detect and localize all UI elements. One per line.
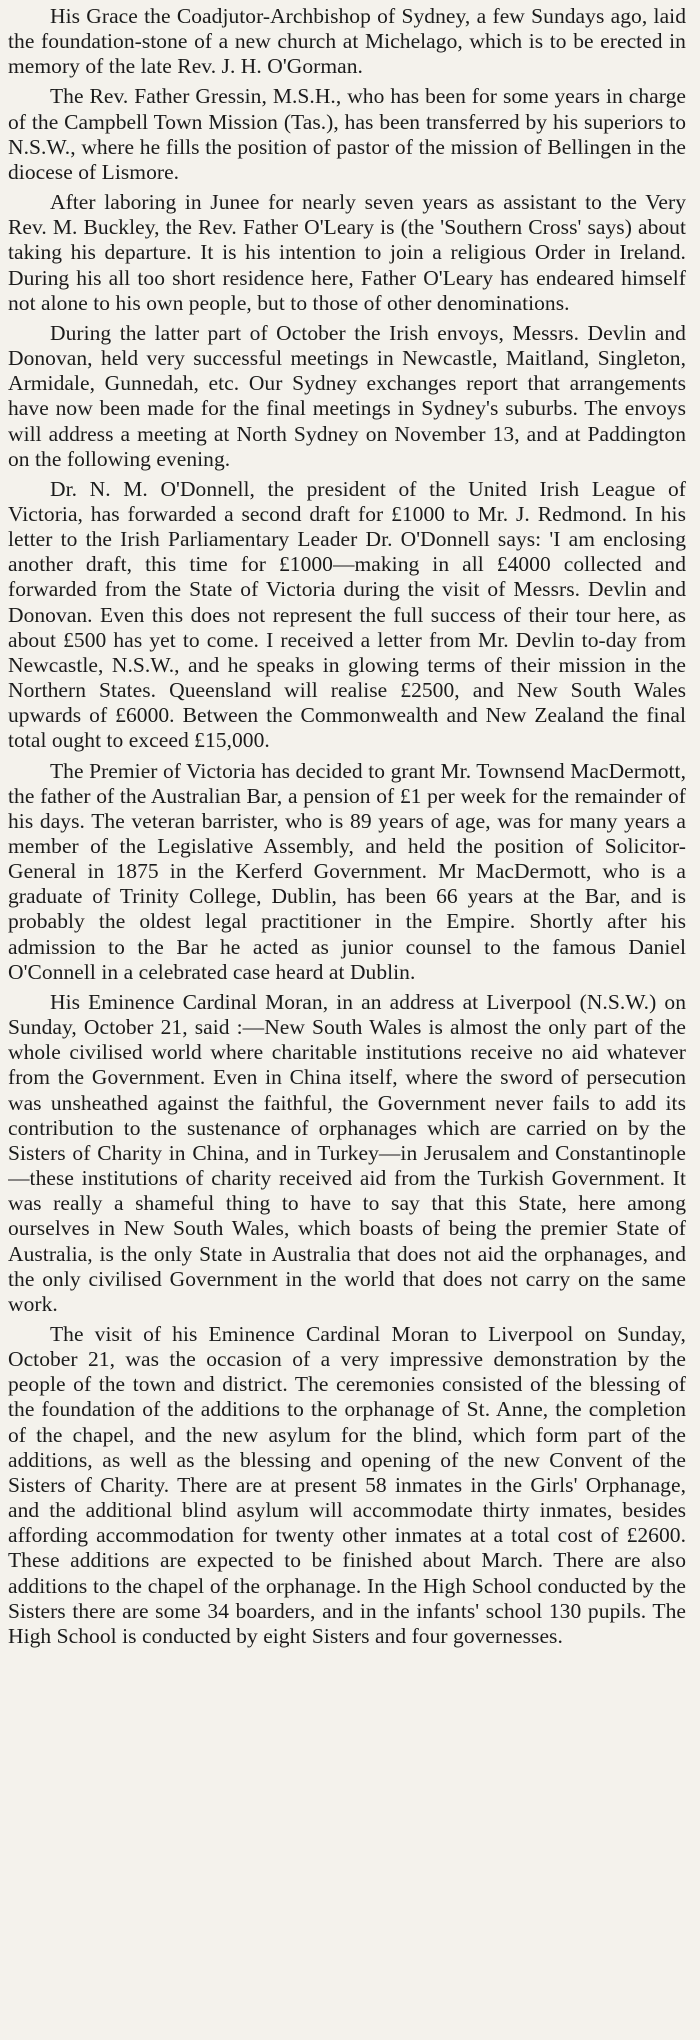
paragraph-irish-envoys: During the latter part of October the Irish envoys, Messrs. Devlin and Donovan, held very successful meetings in Newcastle, Maitland, Singleton, Armidale, Gunnedah, etc. Our Sydney exchanges report that arrangements have now been made for the final meetings in Sydney's suburbs. The envoys will address a meeting at North Sydney on November 13, and at Paddington on the following evening. (8, 320, 686, 471)
article-column (8, 4, 686, 2034)
paragraph-liverpool-visit: The visit of his Eminence Cardinal Moran to Liverpool on Sunday, October 21, was the occasion of a very impressive demonstration by the people of the town and district. The ceremonies consisted of the blessing of the foundation of the additions to the orphanage of St. Anne, the completion of the chapel, and the new asylum for the blind, which form part of the additions, as well as the blessing and opening of the new Convent of the Sisters of Charity. There are at present 58 inmates in the Girls' Orphanage, and the additional blind asylum will accommodate thirty inmates, besides affording accommodation for twenty other inmates at a total cost of £2600. These additions are expected to be finished about March. There are also additions to the chapel of the orphanage. In the High School conducted by the Sisters there are some 34 boarders, and in the infants' school 130 pupils. The High School is conducted by eight Sisters and four governesses. (8, 1321, 686, 1648)
paragraph-odonnell-draft: Dr. N. M. O'Donnell, the president of the United Irish League of Victoria, has forwarded a second draft for £1000 to Mr. J. Redmond. In his letter to the Irish Parliamentary Leader Dr. O'Donnell says: 'I am enclosing another draft, this time for £1000—making in all £4000 collected and forwarded from the State of Victoria during the visit of Messrs. Devlin and Donovan. Even this does not represent the full success of their tour here, as about £500 has yet to come. I received a letter from Mr. Devlin to-day from Newcastle, N.S.W., and he speaks in glowing terms of their mission in the Northern States. Queensland will realise £2500, and New South Wales upwards of £6000. Between the Commonwealth and New Zealand the final total ought to exceed £15,000. (8, 476, 686, 753)
paragraph-cardinal-moran-address: His Eminence Cardinal Moran, in an address at Liverpool (N.S.W.) on Sunday, October 21, said :—New South Wales is almost the only part of the whole civilised world where charitable institutions receive no aid whatever from the Government. Even in China itself, where the sword of persecution was unsheathed against the faithful, the Government never fails to add its contribution to the sustenance of orphanages which are carried on by the Sisters of Charity in China, and in Turkey—in Jerusalem and Constantinople—these institutions of charity received aid from the Turkish Government. It was really a shameful thing to have to say that this State, here among ourselves in New South Wales, which boasts of being the premier State of Australia, is the only State in Australia that does not aid the orphanages, and the only civilised Government in the world that does not carry on the same work. (8, 989, 686, 1316)
paragraph-father-oleary: After laboring in Junee for nearly seven years as assistant to the Very Rev. M. Buckley, the Rev. Father O'Leary is (the 'Southern Cross' says) about taking his departure. It is his intention to join a religious Order in Ireland. During his all too short residence here, Father O'Leary has endeared himself not alone to his own people, but to those of other denominations. (8, 190, 686, 315)
paragraph-michelago-church: His Grace the Coadjutor-Archbishop of Sydney, a few Sundays ago, laid the foundation-stone of a new church at Michelago, which is to be erected in memory of the late Rev. J. H. O'Gorman. (8, 4, 686, 79)
paragraph-father-gressin: The Rev. Father Gressin, M.S.H., who has been for some years in charge of the Campbell Town Mission (Tas.), has been transferred by his superiors to N.S.W., where he fills the position of pastor of the mission of Bellingen in the diocese of Lismore. (8, 84, 686, 184)
paragraph-macdermott-pension: The Premier of Victoria has decided to grant Mr. Townsend MacDermott, the father of the Australian Bar, a pension of £1 per week for the remainder of his days. The veteran barrister, who is 89 years of age, was for many years a member of the Legislative Assembly, and held the position of Solicitor-General in 1875 in the Kerferd Government. Mr MacDermott, who is a graduate of Trinity College, Dublin, has been 66 years at the Bar, and is probably the oldest legal practitioner in the Empire. Shortly after his admission to the Bar he acted as junior counsel to the famous Daniel O'Connell in a celebrated case heard at Dublin. (8, 758, 686, 984)
